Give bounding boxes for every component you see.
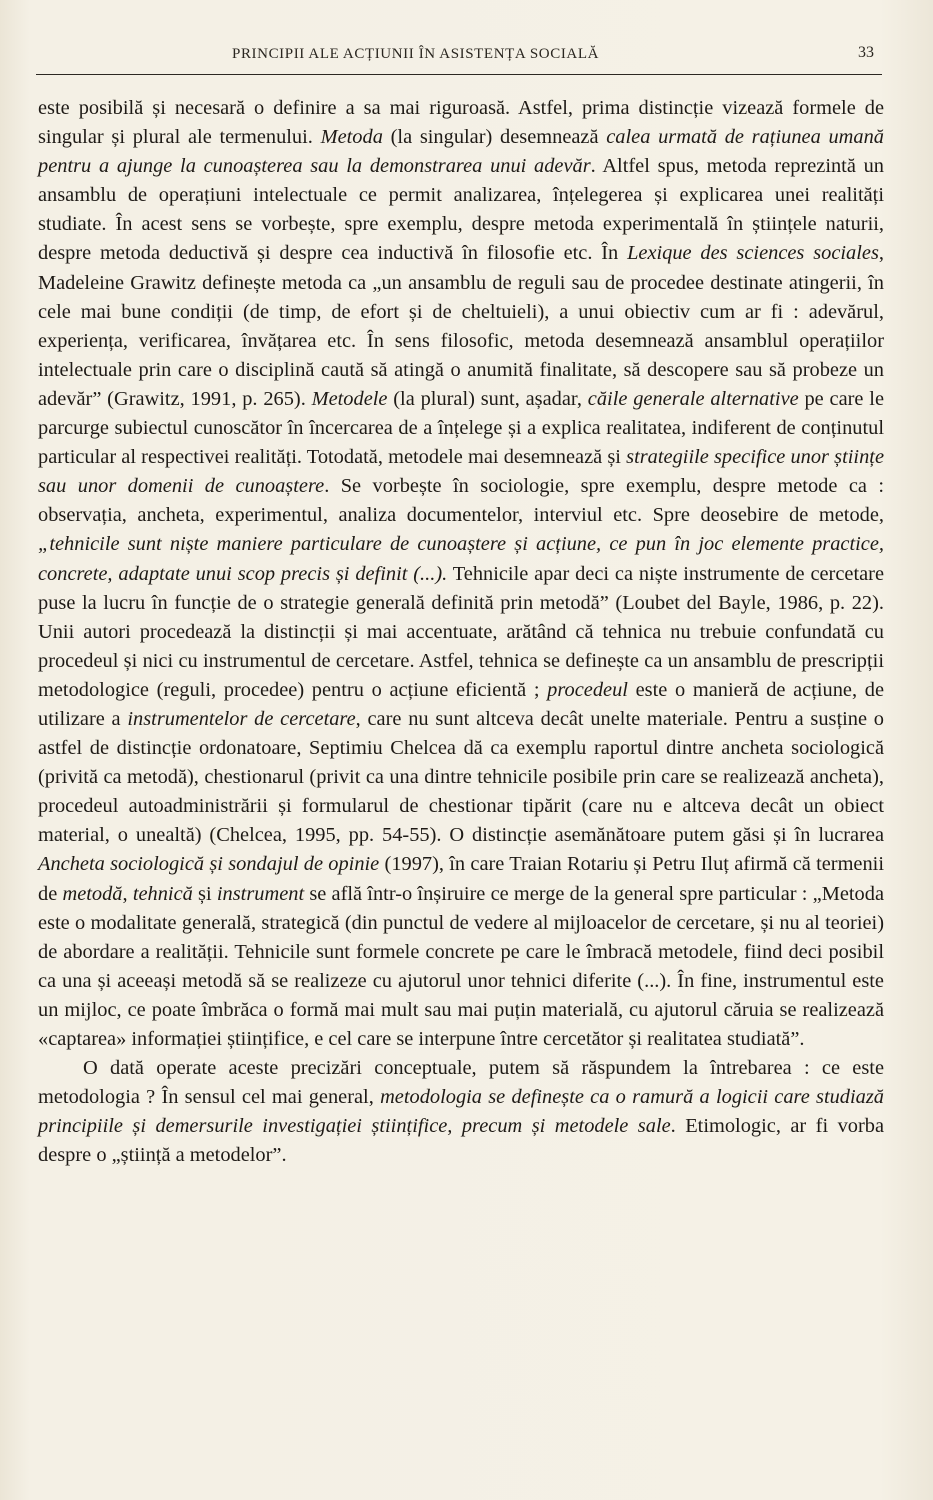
text-segment: , care nu sunt altceva decât unelte materiale. Pentru a susține o astfel de distincție ordonatoare, Septimiu Chelcea dă ca exemplu raportul dintre ancheta sociologică (privită ca metodă), chestionarul (privit ca una dintre tehnicile posibile prin care se realizează ancheta), procedeul autoadministrării și formularul de chestionar tipărit (care nu e altceva decât un obiect material, o unealtă) (Chelcea, 1995, pp. 54-55). O distincție asemănătoare putem găsi și în lucrarea [38,707,884,847]
body-text [38,94,884,1170]
text-segment: , Madeleine Grawitz definește metoda ca „un ansamblu de reguli sau de procedee destinate atingerii, în cele mai bune condiții (de timp, de efort și de cheltuieli), a unui obiectiv cum ar fi : adevărul, experiența, verificarea, învățarea etc. În sens filosofic, metoda desemnează ansamblul operațiilor intelectuale prin care o disciplină caută să atingă o anumită finalitate, să descopere sau să probeze un adevăr” (Grawitz, 1991, p. 265). [38,242,884,410]
text-segment: , [122,882,133,905]
text-segment: pe care le parcurge subiectul cunoscător în încercarea de a înțelege și a explica realitatea, indiferent de conținutul particular al respectivei realități. Totodată, metodele mai desemnează și [38,387,884,469]
text-segment: se află într-o înșiruire ce merge de la general spre particular : „Metoda este o modalitate generală, strategică (din punctul de vedere al mijloacelor de cercetare, și nu al teoriei) de abordare a realității. Tehnicile sunt formele concrete pe care le îmbracă metodele, fiind deci posibil ca una și aceeași metodă să se realizeze cu ajutorul unor tehnici diferite (...). În fine, instrumentul este un mijloc, ce poate îmbrăca o formă mai mult sau mai puțin materială, cu ajutorul căruia se realizează «captarea» informației științifice, e cel care se interpune între cercetător și realitatea studiată”. [38,882,884,1050]
italic-text-segment: Lexique des sciences sociales [627,242,879,265]
text-segment: Tehnicile apar deci ca niște instrumente de cercetare puse la lucru în funcție de o strategie generală definită prin metodă” (Loubet del Bayle, 1986, p. 22). Unii autori procedează la distincții și mai accentuate, arătând că tehnica nu trebuie confundată cu procedeul și nici cu instrumentul de cercetare. Astfel, tehnica se definește ca un ansamblu de prescripții metodologice (reguli, procedee) pentru o acțiune eficientă ; [38,562,885,701]
text-segment: (la plural) sunt, așadar, [387,387,588,410]
italic-text-segment: Metodele [311,387,388,410]
running-header [36,40,882,75]
text-segment: . Altfel spus, metoda reprezintă un ansamblu de operațiuni intelectuale ce permit analizarea, înțelegerea și explicarea unei realități studiate. În acest sens se vorbește, spre exemplu, despre metoda experimentală în științele naturii, despre metoda deductivă și despre cea inductivă în filosofie etc. În [38,155,884,265]
text-segment: O dată operate aceste precizări conceptuale, putem să răspundem la întrebarea : ce este metodologia ? În sensul cel mai general, [38,1057,884,1109]
italic-text-segment: instrument [216,882,305,905]
text-segment: (la singular) desemnează [382,126,607,149]
italic-text-segment: instrumentelor de cercetare [127,707,356,730]
italic-text-segment: tehnică [132,882,193,905]
italic-text-segment: calea urmată de rațiunea umană pentru a ajunge la cunoașterea sau la demonstrarea unui adevăr [38,126,884,178]
paragraph [38,94,884,1054]
italic-text-segment: Metoda [320,126,383,149]
text-segment: este o manieră de acțiune, de utilizare a [38,678,884,730]
text-segment: este posibilă și necesară o definire a sa mai riguroasă. Astfel, prima distincție vizează formele de singular și plural ale termenului. [38,97,884,149]
text-segment: . Etimologic, ar fi vorba despre o „știință a metodelor”. [38,1115,884,1167]
italic-text-segment: metodologia se definește ca o ramură a logicii care studiază principiile și demersurile investigației științifice, precum și metodele sale [38,1086,884,1138]
italic-text-segment: Ancheta sociologică și sondajul de opinie [38,853,380,876]
italic-text-segment: strategiile specifice unor științe sau unor domenii de cunoaștere [38,446,884,498]
paragraph [38,1054,884,1170]
italic-text-segment: metodă [62,882,123,905]
italic-text-segment: „tehnicile sunt niște maniere particulare de cunoaștere și acțiune, ce pun în joc elemente practice, concrete, adaptate unui scop precis și definit (...). [38,533,884,585]
italic-text-segment: procedeul [547,678,628,701]
page-number: 33 [858,44,874,61]
italic-text-segment: căile generale alternative [587,387,799,410]
header-title: PRINCIPII ALE ACȚIUNII ÎN ASISTENȚA SOCIALĂ [232,46,600,62]
text-segment: (1997), în care Traian Rotariu și Petru Iluț afirmă că termenii de [38,853,885,905]
text-segment: . Se vorbește în sociologie, spre exemplu, despre metode ca : observația, ancheta, experimentul, analiza documentelor, interviul etc. Spre deosebire de metode, [38,475,885,527]
text-segment: și [192,882,217,905]
